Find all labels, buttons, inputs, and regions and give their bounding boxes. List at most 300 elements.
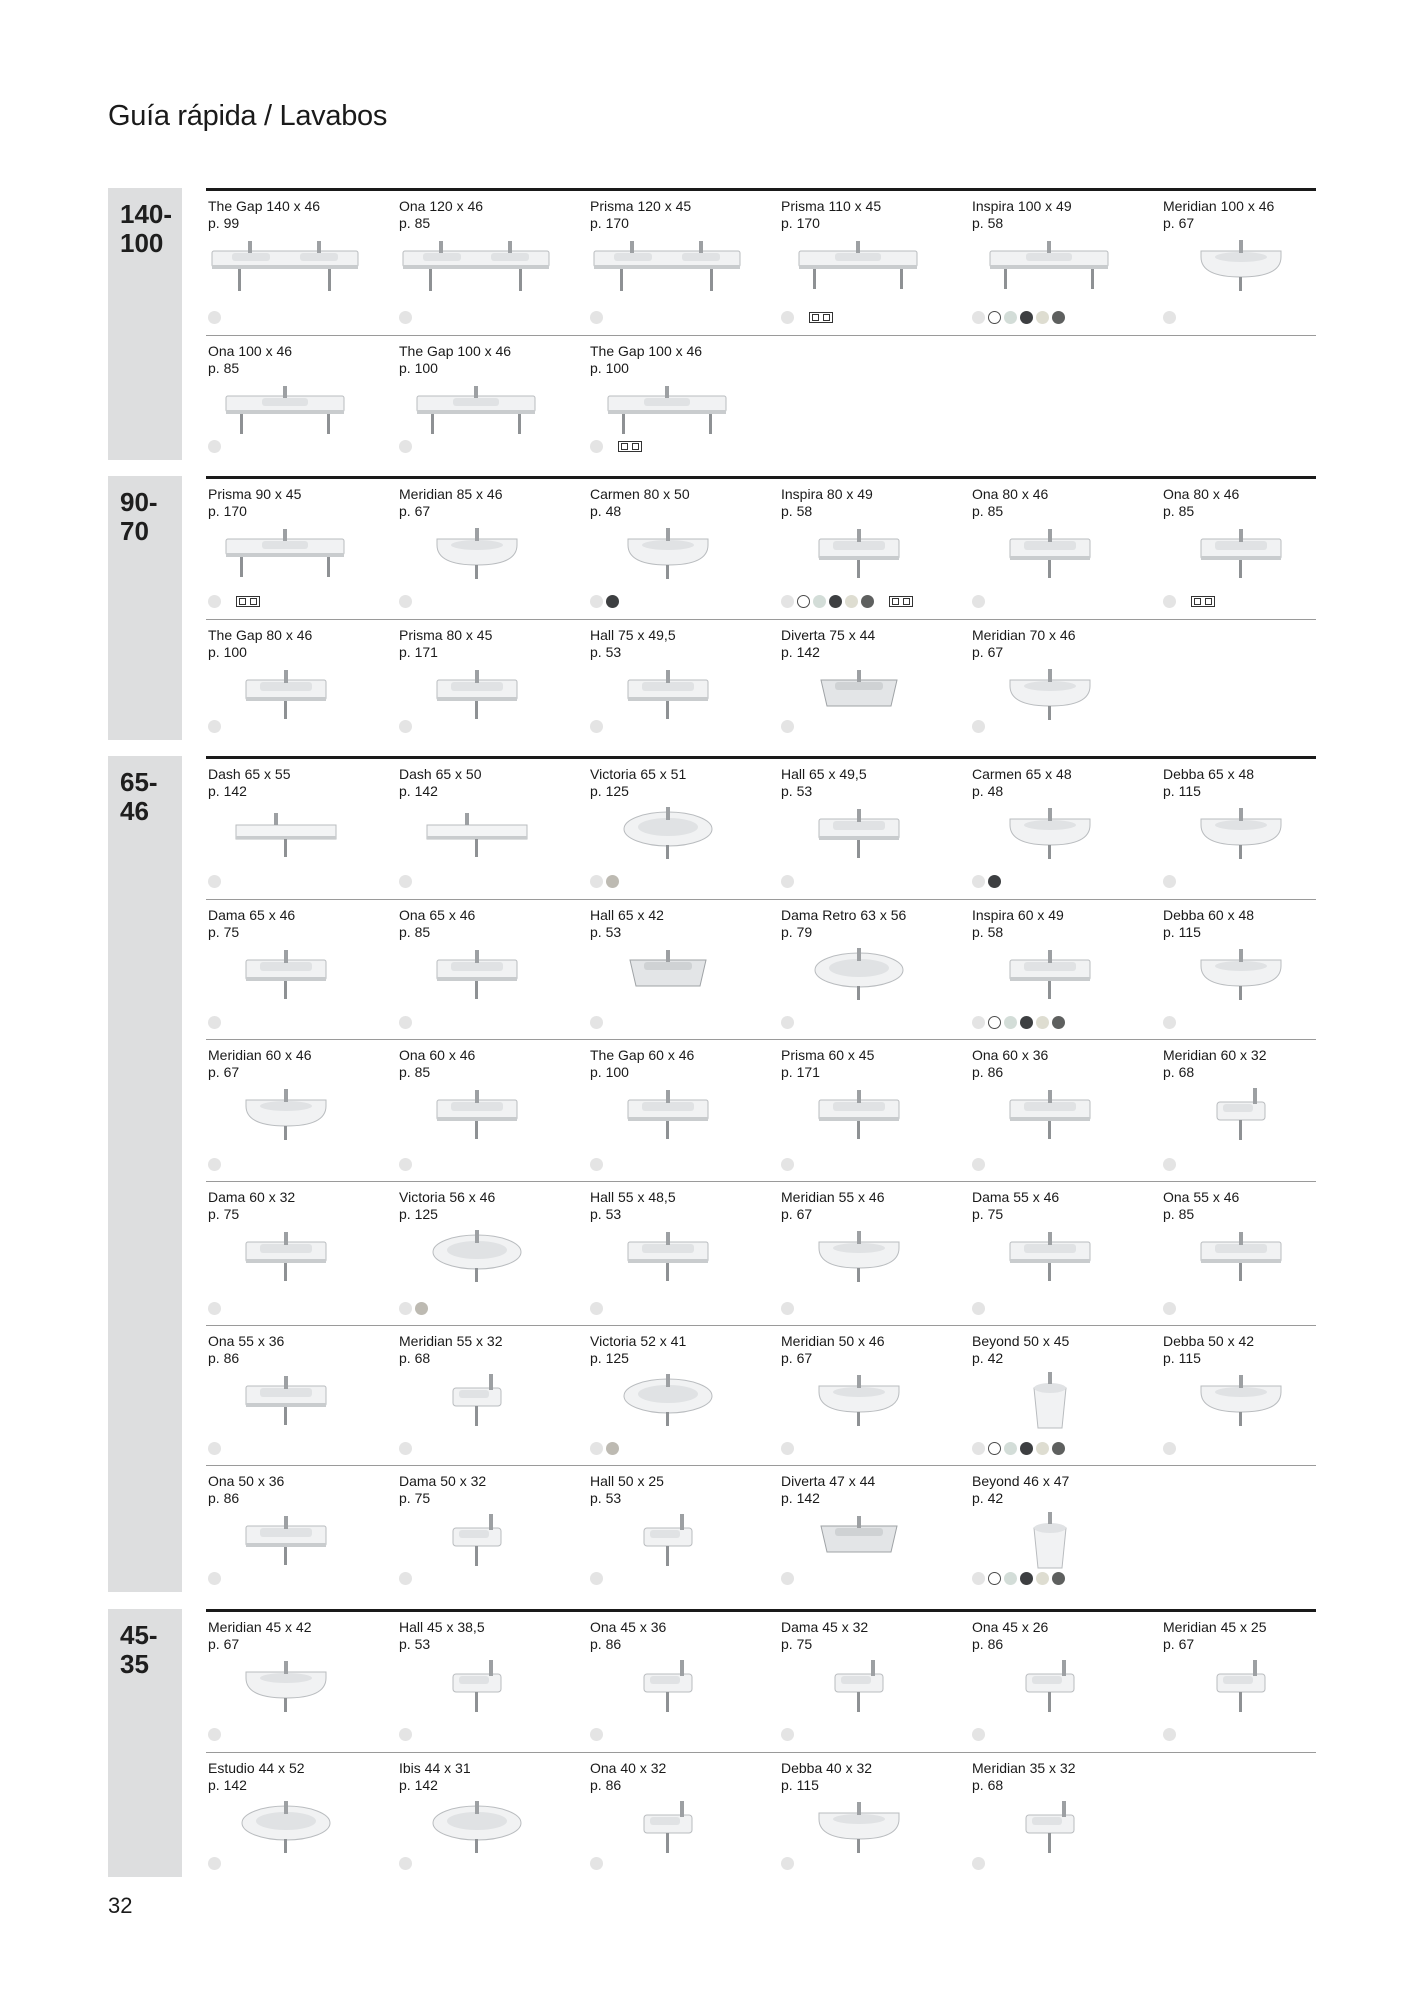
product-page-ref: p. 67 — [399, 503, 431, 519]
color-swatch-white — [399, 720, 412, 733]
product-card[interactable] — [588, 620, 773, 744]
washbasin-image — [783, 235, 933, 300]
color-swatch-white — [208, 440, 221, 453]
product-page-ref: p. 170 — [590, 215, 629, 231]
product-grid — [206, 188, 1316, 463]
product-name: Meridian 50 x 46 — [781, 1333, 885, 1349]
size-range-label — [108, 756, 182, 1592]
product-row — [206, 899, 1316, 1040]
product-page-ref: p. 142 — [781, 644, 820, 660]
washbasin-image — [210, 803, 360, 868]
product-card[interactable] — [779, 191, 964, 335]
product-page-ref: p. 86 — [208, 1490, 240, 1506]
product-card[interactable] — [1161, 479, 1346, 619]
product-card[interactable] — [206, 336, 391, 464]
product-card[interactable] — [397, 191, 582, 335]
product-card[interactable] — [206, 1326, 391, 1466]
color-swatch-beige — [1036, 1572, 1049, 1585]
finish-options — [208, 874, 221, 889]
finish-options — [590, 1301, 603, 1316]
color-swatch-white — [590, 311, 603, 324]
size-range-max: 65- — [120, 767, 158, 797]
size-range-min: 35 — [120, 1649, 149, 1679]
finish-options — [399, 1157, 412, 1172]
color-swatch-pergamon — [606, 875, 619, 888]
product-card[interactable] — [206, 1040, 391, 1182]
product-card[interactable] — [588, 1326, 773, 1466]
finish-options — [972, 1441, 1065, 1456]
product-name: Ona 80 x 46 — [1163, 486, 1240, 502]
color-swatch-graphite — [1020, 1572, 1033, 1585]
product-page-ref: p. 142 — [399, 783, 438, 799]
washbasin-image — [210, 1370, 360, 1435]
product-page-ref: p. 68 — [1163, 1064, 1195, 1080]
washbasin-image — [401, 1656, 551, 1721]
product-card[interactable] — [588, 479, 773, 619]
product-page-ref: p. 86 — [972, 1636, 1004, 1652]
product-row — [206, 1039, 1316, 1182]
finish-options — [399, 1571, 412, 1586]
washbasin-image — [592, 1084, 742, 1149]
product-card[interactable] — [970, 479, 1155, 619]
furniture-icon — [618, 441, 642, 452]
product-page-ref: p. 42 — [972, 1350, 1004, 1366]
product-card[interactable] — [970, 759, 1155, 899]
finish-options — [781, 1441, 794, 1456]
color-swatch-white — [972, 1016, 985, 1029]
finish-options — [1163, 1441, 1176, 1456]
color-swatch-white — [1163, 1442, 1176, 1455]
size-range-label — [108, 476, 182, 740]
product-page-ref: p. 100 — [590, 1064, 629, 1080]
size-range-label — [108, 1609, 182, 1877]
product-name: Dama 50 x 32 — [399, 1473, 487, 1489]
washbasin-image — [592, 1797, 742, 1862]
color-swatch-white — [1163, 595, 1176, 608]
product-card[interactable] — [1161, 1182, 1346, 1326]
finish-options — [590, 310, 603, 325]
color-swatch-white — [208, 1016, 221, 1029]
color-swatch-white — [972, 875, 985, 888]
product-card[interactable] — [779, 1612, 964, 1752]
color-swatch-mint — [1004, 1442, 1017, 1455]
finish-options — [208, 1856, 221, 1871]
color-swatch-graphite — [1020, 311, 1033, 324]
product-card[interactable] — [779, 1326, 964, 1466]
color-swatch-white — [590, 1302, 603, 1315]
color-swatch-white — [972, 311, 985, 324]
color-swatch-white — [781, 1572, 794, 1585]
product-name: Meridian 100 x 46 — [1163, 198, 1275, 214]
washbasin-image — [1165, 235, 1315, 300]
product-name: Ona 40 x 32 — [590, 1760, 667, 1776]
washbasin-image — [592, 1370, 742, 1435]
color-swatch-slate — [1052, 1016, 1065, 1029]
color-swatch-slate — [1052, 1572, 1065, 1585]
finish-options — [972, 310, 1065, 325]
product-name: Hall 50 x 25 — [590, 1473, 664, 1489]
color-swatch-white — [208, 1857, 221, 1870]
washbasin-image — [401, 664, 551, 729]
product-page-ref: p. 100 — [399, 360, 438, 376]
finish-options — [781, 1015, 794, 1030]
color-swatch-slate — [1052, 311, 1065, 324]
product-card[interactable] — [206, 1466, 391, 1596]
product-grid — [206, 476, 1316, 743]
product-card[interactable] — [588, 1040, 773, 1182]
washbasin-image — [592, 944, 742, 1009]
washbasin-image — [210, 1226, 360, 1291]
product-page-ref: p. 142 — [781, 1490, 820, 1506]
product-page-ref: p. 142 — [208, 1777, 247, 1793]
product-name: Diverta 47 x 44 — [781, 1473, 876, 1489]
product-card[interactable] — [970, 900, 1155, 1040]
product-page-ref: p. 67 — [1163, 215, 1195, 231]
color-swatch-white — [781, 1016, 794, 1029]
product-name: Meridian 60 x 46 — [208, 1047, 312, 1063]
product-card[interactable] — [397, 1753, 582, 1881]
finish-options — [590, 1571, 603, 1586]
product-card[interactable] — [588, 1182, 773, 1326]
product-card[interactable] — [588, 336, 773, 464]
color-swatch-white — [1163, 311, 1176, 324]
product-card[interactable] — [779, 620, 964, 744]
washbasin-image — [401, 1510, 551, 1575]
product-card[interactable] — [779, 759, 964, 899]
washbasin-image — [401, 1370, 551, 1435]
product-card[interactable] — [970, 1326, 1155, 1466]
product-page-ref: p. 125 — [590, 783, 629, 799]
furniture-icon — [889, 596, 913, 607]
color-swatch-graphite — [829, 595, 842, 608]
product-name: Ona 45 x 36 — [590, 1619, 667, 1635]
product-page-ref: p. 53 — [590, 924, 622, 940]
color-swatch-white — [590, 1572, 603, 1585]
washbasin-image — [974, 1370, 1124, 1435]
color-swatch-white — [399, 1302, 412, 1315]
washbasin-image — [783, 523, 933, 588]
finish-options — [208, 1157, 221, 1172]
product-card[interactable] — [206, 620, 391, 744]
finish-options — [208, 594, 260, 609]
size-range-label — [108, 188, 182, 460]
product-card[interactable] — [397, 1326, 582, 1466]
color-swatch-white — [781, 1442, 794, 1455]
product-card[interactable] — [588, 191, 773, 335]
size-range-max: 140- — [120, 199, 173, 229]
washbasin-image — [592, 523, 742, 588]
product-card[interactable] — [397, 1466, 582, 1596]
product-card[interactable] — [970, 1753, 1155, 1881]
product-name: Prisma 120 x 45 — [590, 198, 692, 214]
finish-options — [972, 1856, 985, 1871]
product-page-ref: p. 53 — [781, 783, 813, 799]
color-swatch-ring — [988, 1016, 1001, 1029]
product-page-ref: p. 67 — [781, 1206, 813, 1222]
product-card[interactable] — [970, 1182, 1155, 1326]
washbasin-image — [1165, 1656, 1315, 1721]
product-name: Ona 55 x 36 — [208, 1333, 285, 1349]
product-page-ref: p. 53 — [590, 1490, 622, 1506]
washbasin-image — [210, 1084, 360, 1149]
washbasin-image — [783, 1084, 933, 1149]
product-name: Debba 65 x 48 — [1163, 766, 1255, 782]
washbasin-image — [783, 1656, 933, 1721]
color-swatch-white — [399, 311, 412, 324]
product-name: Meridian 85 x 46 — [399, 486, 503, 502]
product-name: Ona 65 x 46 — [399, 907, 476, 923]
product-card[interactable] — [397, 479, 582, 619]
color-swatch-white — [1163, 1158, 1176, 1171]
color-swatch-white — [972, 1572, 985, 1585]
product-page-ref: p. 125 — [590, 1350, 629, 1366]
color-swatch-white — [399, 1572, 412, 1585]
product-page-ref: p. 58 — [972, 215, 1004, 231]
color-swatch-white — [399, 440, 412, 453]
product-card[interactable] — [206, 759, 391, 899]
product-name: Beyond 50 x 45 — [972, 1333, 1070, 1349]
product-card[interactable] — [1161, 900, 1346, 1040]
product-page-ref: p. 48 — [972, 783, 1004, 799]
color-swatch-graphite — [988, 875, 1001, 888]
color-swatch-white — [590, 1857, 603, 1870]
product-grid — [206, 756, 1316, 1595]
product-name: Ona 60 x 46 — [399, 1047, 476, 1063]
washbasin-image — [783, 1797, 933, 1862]
product-page-ref: p. 170 — [781, 215, 820, 231]
product-page-ref: p. 79 — [781, 924, 813, 940]
product-card[interactable] — [588, 1753, 773, 1881]
washbasin-image — [592, 380, 742, 445]
product-name: Meridian 45 x 25 — [1163, 1619, 1267, 1635]
finish-options — [781, 1727, 794, 1742]
finish-options — [972, 1015, 1065, 1030]
color-swatch-white — [590, 1442, 603, 1455]
washbasin-image — [401, 380, 551, 445]
product-page-ref: p. 85 — [399, 215, 431, 231]
product-row — [206, 759, 1316, 899]
product-card[interactable] — [206, 479, 391, 619]
product-card[interactable] — [970, 1040, 1155, 1182]
washbasin-image — [783, 1510, 933, 1575]
washbasin-image — [210, 1510, 360, 1575]
finish-options — [590, 1441, 619, 1456]
color-swatch-white — [972, 1728, 985, 1741]
color-swatch-white — [590, 595, 603, 608]
product-card[interactable] — [588, 759, 773, 899]
color-swatch-white — [781, 875, 794, 888]
product-card[interactable] — [779, 900, 964, 1040]
product-card[interactable] — [779, 1753, 964, 1881]
product-card[interactable] — [206, 900, 391, 1040]
product-page-ref: p. 115 — [1163, 924, 1201, 940]
size-section — [108, 756, 1316, 1592]
size-range-min: 46 — [120, 796, 149, 826]
finish-options — [1163, 1157, 1176, 1172]
washbasin-image — [974, 1510, 1124, 1575]
product-card[interactable] — [588, 900, 773, 1040]
color-swatch-white — [399, 875, 412, 888]
product-page-ref: p. 125 — [399, 1206, 438, 1222]
product-page-ref: p. 99 — [208, 215, 240, 231]
product-page-ref: p. 75 — [208, 924, 240, 940]
product-page-ref: p. 85 — [1163, 503, 1195, 519]
finish-options — [208, 1015, 221, 1030]
color-swatch-white — [399, 1728, 412, 1741]
finish-options — [781, 1856, 794, 1871]
product-name: Prisma 60 x 45 — [781, 1047, 875, 1063]
product-card[interactable] — [970, 1612, 1155, 1752]
product-card[interactable] — [1161, 191, 1346, 335]
color-swatch-white — [208, 1442, 221, 1455]
product-page-ref: p. 85 — [972, 503, 1004, 519]
furniture-icon — [809, 312, 833, 323]
washbasin-image — [592, 1656, 742, 1721]
product-name: Hall 45 x 38,5 — [399, 1619, 485, 1635]
washbasin-image — [1165, 1370, 1315, 1435]
product-card[interactable] — [779, 479, 964, 619]
product-card[interactable] — [779, 1466, 964, 1596]
product-page-ref: p. 171 — [781, 1064, 820, 1080]
color-swatch-white — [972, 720, 985, 733]
color-swatch-white — [781, 1302, 794, 1315]
product-page-ref: p. 48 — [590, 503, 622, 519]
product-row — [206, 1752, 1316, 1881]
color-swatch-white — [781, 1158, 794, 1171]
product-card[interactable] — [206, 1182, 391, 1326]
finish-options — [399, 1727, 412, 1742]
product-page-ref: p. 53 — [399, 1636, 431, 1652]
product-name: Meridian 70 x 46 — [972, 627, 1076, 643]
color-swatch-white — [399, 1016, 412, 1029]
product-row — [206, 1325, 1316, 1466]
washbasin-image — [210, 380, 360, 445]
color-swatch-white — [781, 311, 794, 324]
product-page-ref: p. 85 — [399, 924, 431, 940]
product-card[interactable] — [1161, 1612, 1346, 1752]
product-name: Victoria 52 x 41 — [590, 1333, 687, 1349]
product-page-ref: p. 53 — [590, 644, 622, 660]
product-name: Prisma 90 x 45 — [208, 486, 302, 502]
product-name: Dama 45 x 32 — [781, 1619, 869, 1635]
product-name: Prisma 80 x 45 — [399, 627, 493, 643]
finish-options — [399, 310, 412, 325]
product-card[interactable] — [779, 1182, 964, 1326]
size-section — [108, 1609, 1316, 1877]
product-card[interactable] — [588, 1466, 773, 1596]
product-name: Dama Retro 63 x 56 — [781, 907, 907, 923]
color-swatch-white — [590, 875, 603, 888]
finish-options — [972, 1301, 985, 1316]
product-name: Dash 65 x 55 — [208, 766, 291, 782]
washbasin-image — [210, 664, 360, 729]
washbasin-image — [210, 1797, 360, 1862]
color-swatch-graphite — [1020, 1016, 1033, 1029]
product-name: Dama 55 x 46 — [972, 1189, 1060, 1205]
finish-options — [208, 1441, 221, 1456]
furniture-icon — [236, 596, 260, 607]
product-page-ref: p. 85 — [399, 1064, 431, 1080]
product-page-ref: p. 75 — [781, 1636, 813, 1652]
color-swatch-white — [590, 1158, 603, 1171]
product-card[interactable] — [397, 620, 582, 744]
product-name: Diverta 75 x 44 — [781, 627, 876, 643]
product-page-ref: p. 58 — [972, 924, 1004, 940]
finish-options — [1163, 310, 1176, 325]
washbasin-image — [974, 944, 1124, 1009]
washbasin-image — [783, 1226, 933, 1291]
product-page-ref: p. 67 — [208, 1064, 240, 1080]
product-card[interactable] — [970, 191, 1155, 335]
finish-options — [208, 1571, 221, 1586]
product-card[interactable] — [1161, 1326, 1346, 1466]
finish-options — [781, 719, 794, 734]
product-card[interactable] — [206, 1753, 391, 1881]
finish-options — [1163, 1727, 1176, 1742]
product-name: The Gap 80 x 46 — [208, 627, 313, 643]
finish-options — [781, 1571, 794, 1586]
color-swatch-slate — [1052, 1442, 1065, 1455]
product-name: Estudio 44 x 52 — [208, 1760, 305, 1776]
washbasin-image — [783, 1370, 933, 1435]
product-card[interactable] — [397, 1612, 582, 1752]
product-card[interactable] — [397, 1182, 582, 1326]
finish-options — [399, 1015, 412, 1030]
washbasin-image — [1165, 1084, 1315, 1149]
product-name: Meridian 60 x 32 — [1163, 1047, 1267, 1063]
color-swatch-white — [972, 595, 985, 608]
product-card[interactable] — [397, 759, 582, 899]
product-card[interactable] — [206, 191, 391, 335]
finish-options — [590, 439, 642, 454]
product-page-ref: p. 86 — [972, 1064, 1004, 1080]
finish-options — [208, 439, 221, 454]
washbasin-image — [1165, 944, 1315, 1009]
product-card[interactable] — [397, 1040, 582, 1182]
washbasin-image — [592, 803, 742, 868]
product-card[interactable] — [588, 1612, 773, 1752]
finish-options — [399, 439, 412, 454]
color-swatch-white — [590, 440, 603, 453]
product-card[interactable] — [206, 1612, 391, 1752]
washbasin-image — [974, 1084, 1124, 1149]
product-card[interactable] — [397, 336, 582, 464]
product-name: Ona 80 x 46 — [972, 486, 1049, 502]
finish-options — [590, 1727, 603, 1742]
product-card[interactable] — [970, 620, 1155, 744]
product-name: The Gap 140 x 46 — [208, 198, 321, 214]
color-swatch-beige — [845, 595, 858, 608]
washbasin-image — [210, 1656, 360, 1721]
washbasin-image — [974, 523, 1124, 588]
product-card[interactable] — [397, 900, 582, 1040]
product-card[interactable] — [970, 1466, 1155, 1596]
color-swatch-mint — [813, 595, 826, 608]
color-swatch-ring — [988, 1572, 1001, 1585]
product-card[interactable] — [1161, 759, 1346, 899]
product-page-ref: p. 171 — [399, 644, 438, 660]
product-page-ref: p. 68 — [399, 1350, 431, 1366]
washbasin-image — [974, 1797, 1124, 1862]
product-page-ref: p. 67 — [208, 1636, 240, 1652]
product-name: Dama 65 x 46 — [208, 907, 296, 923]
product-card[interactable] — [779, 1040, 964, 1182]
product-page-ref: p. 86 — [590, 1636, 622, 1652]
finish-options — [590, 1856, 603, 1871]
product-card[interactable] — [1161, 1040, 1346, 1182]
washbasin-image — [783, 944, 933, 1009]
product-page-ref: p. 115 — [1163, 1350, 1201, 1366]
